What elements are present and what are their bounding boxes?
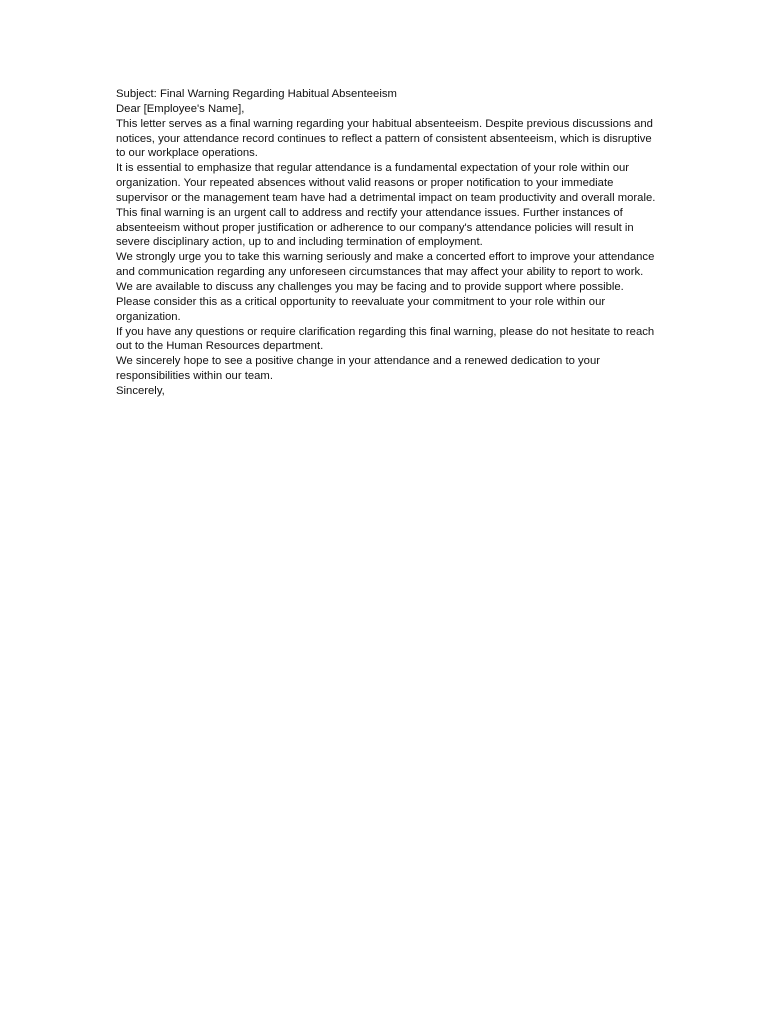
letter-paragraph: We sincerely hope to see a positive change in your attendance and a renewed dedication to your responsibilities within our team. [116,355,600,383]
letter-paragraph: If you have any questions or require clarification regarding this final warning, please do not hesitate to reach out to the Human Resources department. [116,325,655,353]
letter-paragraph: This final warning is an urgent call to address and rectify your attendance issues. Further instances of absenteeism without proper justification or adherence to our company's attendance policies will result in severe disciplinary action, up to and including termination of employment. [116,206,634,249]
warning-letter [116,87,656,399]
letter-paragraph: We are available to discuss any challenges you may be facing and to provide support where possible. Please consider this as a critical opportunity to reevaluate your commitment to your role within our organization. [116,280,624,323]
letter-paragraph: This letter serves as a final warning regarding your habitual absenteeism. Despite previous discussions and notices, your attendance record continues to reflect a pattern of consistent absenteeism, which is disruptive to our workplace operations. [116,117,653,160]
letter-subject: Subject: Final Warning Regarding Habitual Absenteeism [116,88,397,100]
letter-salutation: Dear [Employee's Name], [116,102,245,115]
letter-paragraph: It is essential to emphasize that regular attendance is a fundamental expectation of your role within our organization. Your repeated absences without valid reasons or proper notification to your immediate supervisor or the management team have had a detrimental impact on team productivity and overall morale. [116,162,656,204]
letter-paragraph: We strongly urge you to take this warning seriously and make a concerted effort to improve your attendance and communication regarding any unforeseen circumstances that may affect your ability to report to work. [116,251,655,279]
letter-closing: Sincerely, [116,384,165,397]
